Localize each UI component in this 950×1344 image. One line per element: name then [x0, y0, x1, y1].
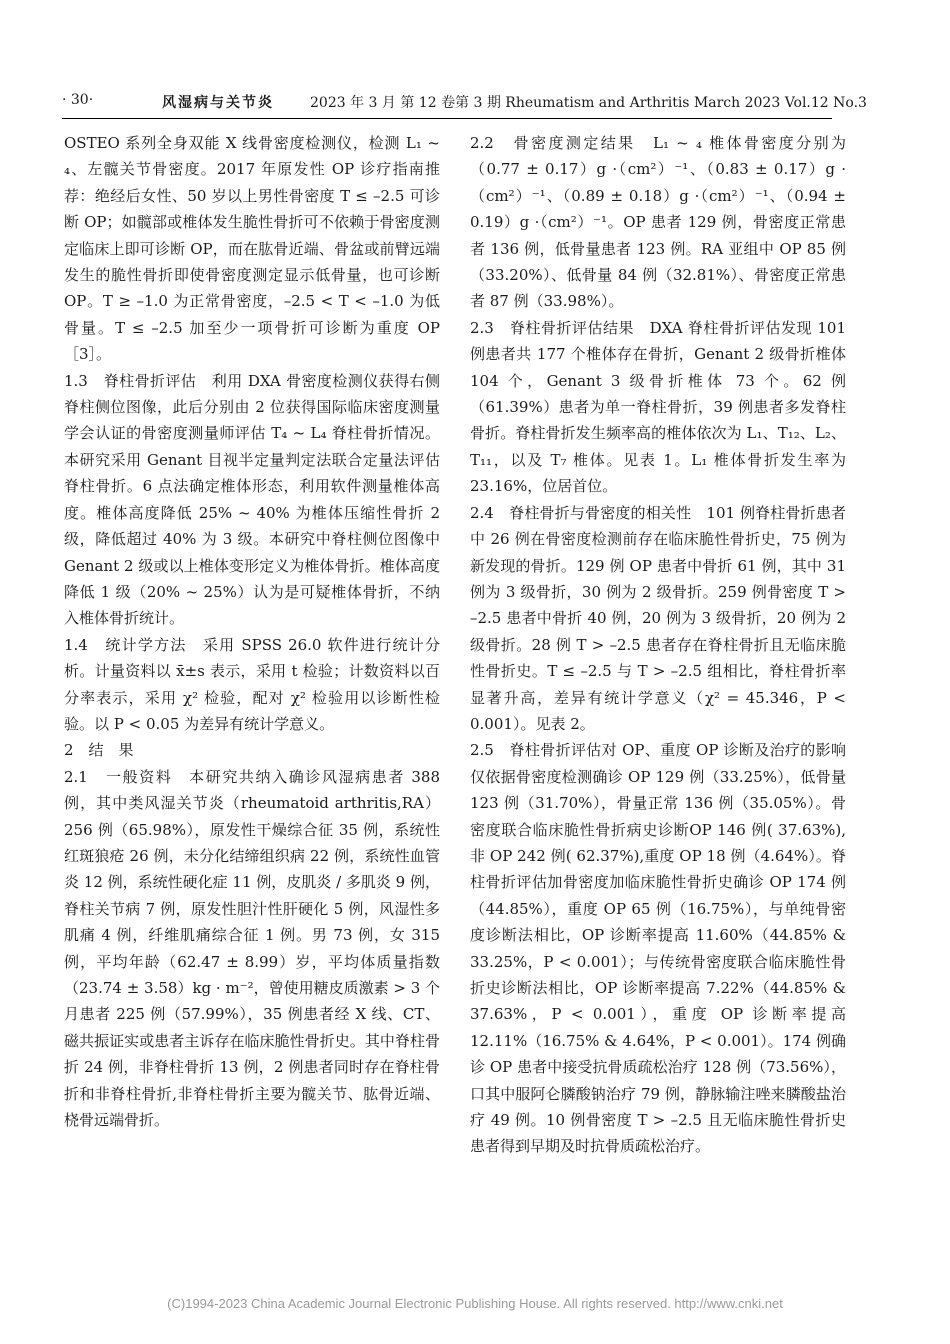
issue-info: 2023 年 3 月 第 12 卷第 3 期 Rheumatism and Arthritis March 2023 Vol.12 No.3: [310, 95, 867, 111]
right-column: [470, 130, 862, 1160]
left-column: [64, 130, 440, 1133]
page-number: · 30·: [62, 92, 94, 108]
section-2-5: 2.5 脊柱骨折评估对 OP、重度 OP 诊断及治疗的影响 仅依据骨密度检测确诊 OP 129 例（33.25%），低骨量 123 例（31.70%），骨量正常 136 例（35.05%）。骨密度联合临床脆性骨折病史诊断OP 146 例( 37.63%),非 OP 242 例( 62.37%),重度 OP 18 例（4.64%）。脊柱骨折评估加骨密度加临床脆性骨折史确诊 OP 174 例（44.85%），重度 OP 65 例（16.75%），与单纯骨密度诊断法相比，OP 诊断率提高 11.60%（44.85% & 33.25%，P < 0.001）；与传统骨密度联合临床脆性骨折史诊断法相比，OP 诊断率提高 7.22%（44.85% & 37.63%，P < 0.001），重度 OP 诊断率提高 12.11%（16.75% & 4.64%，P < 0.001）。174 例确诊 OP 患者中接受抗骨质疏松治疗 128 例（73.56%），口其中服阿仑膦酸钠治疗 79 例，静脉输注唑来膦酸盐治疗 49 例。10 例骨密度 T > –2.5 且无临床脆性骨折史患者得到早期及时抗骨质疏松治疗。: [470, 741, 862, 1156]
section-1-4: 1.4 统计学方法 采用 SPSS 26.0 软件进行统计分析。计量资料以 x̄±s 表示，采用 t 检验；计数资料以百分率表示，采用 χ² 检验，配对 χ² 检验用以诊断性检验。以 P < 0.05 为差异有统计学意义。: [64, 635, 440, 733]
running-header: [62, 92, 867, 114]
copyright-footer: (C)1994-2023 China Academic Journal Electronic Publishing House. All rights reserved. http://www.cnki.net: [167, 1296, 783, 1311]
section-2-1: 2.1 一般资料 本研究共纳入确诊风湿病患者 388 例，其中类风湿关节炎（rheumatoid arthritis,RA）256 例（65.98%），原发性干燥综合征 35 例，系统性红斑狼疮 26 例，未分化结缔组织病 22 例，系统性血管炎 12 例，系统性硬化症 11 例，皮肌炎 / 多肌炎 9 例，脊柱关节病 7 例，原发性胆汁性肝硬化 5 例，风湿性多肌痛 4 例，纤维肌痛综合征 1 例。男 73 例，女 315 例，平均年龄（62.47 ± 8.99）岁，平均体质量指数（23.74 ± 3.58）kg · m⁻²，曾使用糖皮质激素 > 3 个月患者 225 例（57.99%），35 例患者经 X 线、CT、磁共振证实或患者主诉存在临床脆性骨折史。其中脊柱骨折 24 例，非脊柱骨折 13 例，2 例患者同时存在脊柱骨折和非脊柱骨折,非脊柱骨折主要为髋关节、肱骨近端、桡骨远端骨折。: [64, 767, 441, 1130]
paragraph-dxa-method: OSTEO 系列全身双能 X 线骨密度检测仪，检测 L₁ ~ ₄、左髋关节骨密度。2017 年原发性 OP 诊疗指南推荐：绝经后女性、50 岁以上男性骨密度 T ≤ –2.5 可诊断 OP；如髋部或椎体发生脆性骨折可不依赖于骨密度测定临床上即可诊断 OP，而在肱骨近端、骨盆或前臂远端发生的脆性骨折即使骨密度测定显示低骨量，也可诊断 OP。T ≥ –1.0 为正常骨密度，–2.5 < T < –1.0 为低骨量。T ≤ –2.5 加至少一项骨折可诊断为重度 OP［3］。: [64, 134, 440, 364]
section-2-4: 2.4 脊柱骨折与骨密度的相关性 101 例脊柱骨折患者中 26 例在骨密度检测前存在临床脆性骨折史，75 例为新发现的骨折。129 例 OP 患者中骨折 61 例，其中 31 例为 3 级骨折，30 例为 2 级骨折。259 例骨密度 T > –2.5 患者中骨折 40 例，20 例为 3 级骨折，20 例为 2 级骨折。28 例 T > –2.5 患者存在脊柱骨折且无临床脆性骨折史。T ≤ –2.5 与 T > –2.5 组相比，脊柱骨折率显著升高，差异有统计学意义（χ² = 45.346，P < 0.001）。见表 2。: [470, 503, 846, 733]
section-2-2: 2.2 骨密度测定结果 L₁ ~ ₄ 椎体骨密度分别为（0.77 ± 0.17）g ·（cm²）⁻¹、（0.83 ± 0.17）g ·（cm²）⁻¹、（0.89 ± 0.18）g ·（cm²）⁻¹、（0.94 ± 0.19）g ·（cm²）⁻¹。OP 患者 129 例，骨密度正常患者 136 例，低骨量患者 123 例。RA 亚组中 OP 85 例（33.20%）、低骨量 84 例（32.81%）、骨密度正常患者 87 例（33.98%）。: [470, 134, 846, 311]
section-2-heading: 2 结 果: [64, 741, 134, 760]
section-2-3: 2.3 脊柱骨折评估结果 DXA 脊柱骨折评估发现 101 例患者共 177 个椎体存在骨折，Genant 2 级骨折椎体 104 个，Genant 3 级骨折椎体 73 个。62 例（61.39%）患者为单一脊柱骨折，39 例患者多发脊柱骨折。脊柱骨折发生频率高的椎体依次为 L₁、T₁₂、L₂、T₁₁，以及 T₇ 椎体。见表 1。L₁ 椎体骨折发生率为 23.16%，位居首位。: [470, 318, 846, 496]
journal-title: 风湿病与关节炎: [162, 95, 274, 111]
section-1-3: 1.3 脊柱骨折评估 利用 DXA 骨密度检测仪获得右侧脊柱侧位图像，此后分别由 2 位获得国际临床密度测量学会认证的骨密度测量师评估 T₄ ~ L₄ 脊柱骨折情况。本研究采用 Genant 目视半定量判定法联合定量法评估脊柱骨折。6 点法确定椎体形态，利用软件测量椎体高度。椎体高度降低 25% ~ 40% 为椎体压缩性骨折 2 级，降低超过 40% 为 3 级。本研究中脊柱侧位图像中 Genant 2 级或以上椎体变形定义为椎体骨折。椎体高度降低 1 级（20% ~ 25%）认为是可疑椎体骨折，不纳入椎体骨折统计。: [64, 371, 440, 628]
header-rule: [62, 118, 832, 119]
